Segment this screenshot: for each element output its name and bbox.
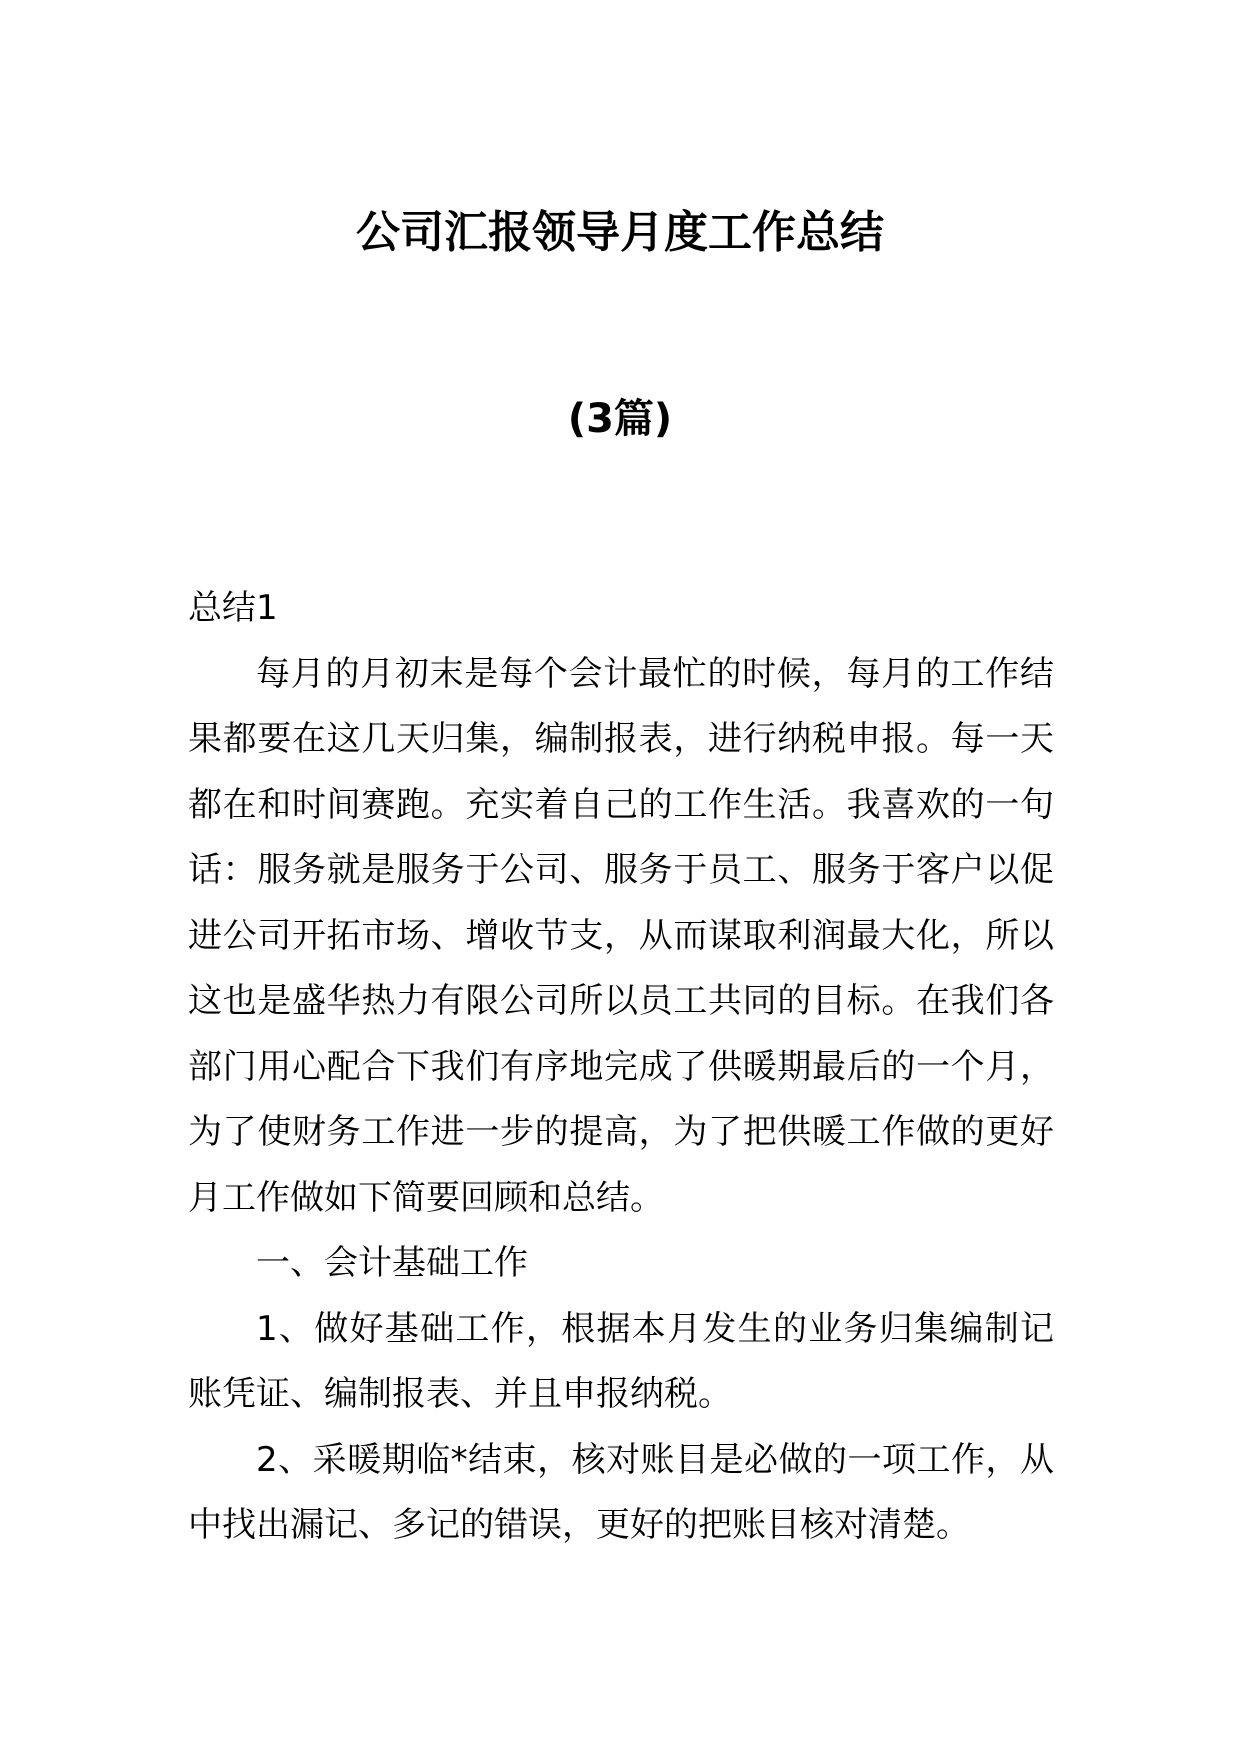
section-heading: 总结1 — [188, 588, 278, 628]
document-body — [188, 576, 1054, 1559]
body-paragraph: 每月的月初末是每个会计最忙的时候，每月的工作结果都要在这几天归集，编制报表，进行纳税申报。每一天都在和时间赛跑。充实着自己的工作生活。我喜欢的一句话：服务就是服务于公司、服务于员工、服务于客户以促进公司开拓市场、增收节支，从而谋取利润最大化，所以这也是盛华热力有限公司所以员工共同的目标。在我们各部门用心配合下我们有序地完成了供暖期最后的一个月，为了使财务工作进一步的提高，为了把供暖工作做的更好月工作做如下简要回顾和总结。 — [188, 653, 1054, 1218]
body-paragraph: 1、做好基础工作，根据本月发生的业务归集编制记账凭证、编制报表、并且申报纳税。 — [188, 1308, 1054, 1414]
body-paragraph: 2、采暖期临*结束，核对账目是必做的一项工作，从中找出漏记、多记的错误，更好的把账目核对清楚。 — [188, 1439, 1054, 1545]
document-title: 公司汇报领导月度工作总结 — [356, 207, 884, 258]
subsection-heading: 一、会计基础工作 — [256, 1243, 528, 1283]
document-subtitle: (3篇) — [567, 396, 673, 442]
